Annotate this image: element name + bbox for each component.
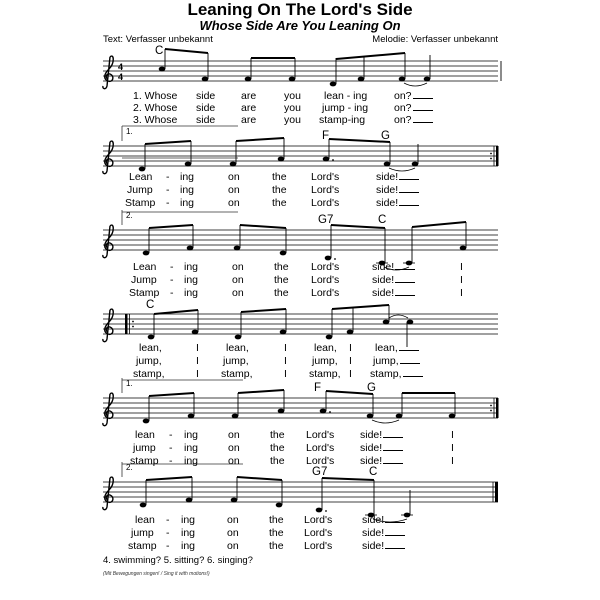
extender-line (385, 547, 405, 549)
lyric: I (284, 368, 287, 380)
lyric: I (196, 355, 199, 367)
lyric: - (170, 261, 174, 273)
lyric: ing (184, 442, 199, 454)
lyric: Stamp (125, 197, 156, 209)
lyric: - (166, 540, 170, 552)
lyric: I (284, 355, 287, 367)
lyric (376, 171, 419, 183)
chord-symbol: C (155, 45, 164, 57)
lyric: I (451, 442, 454, 454)
lyric: stamp, (133, 368, 165, 380)
lyric-word: side! (376, 171, 399, 183)
lyric (360, 429, 403, 441)
lyric: I (349, 355, 352, 367)
lyric: 1. Whose (133, 90, 178, 102)
footnote: (Mit Bewegungen singen! / Sing it with motions!) (103, 571, 210, 577)
lyric: are (241, 114, 257, 126)
lyric: I (451, 455, 454, 467)
lyric: lean (135, 429, 155, 441)
lyric: on (228, 197, 240, 209)
lyric (372, 287, 415, 299)
lyric: I (460, 274, 463, 286)
lyric: the (274, 287, 289, 299)
text-credit: Text: Verfasser unbekannt (103, 34, 213, 45)
extender-line (399, 178, 419, 180)
lyric (394, 90, 433, 102)
lyric-word: side! (362, 514, 385, 526)
chord-symbol: F (314, 382, 322, 394)
lyric: ing (181, 514, 196, 526)
chord-symbol: G7 (312, 466, 328, 478)
lyric: Lord's (311, 287, 340, 299)
lyric-word: side! (362, 527, 385, 539)
lyric: the (269, 540, 284, 552)
extender-line (385, 521, 405, 523)
chord-symbol: C (369, 466, 378, 478)
additional-verses: 4. swimming? 5. sitting? 6. singing? (103, 555, 253, 566)
lyric: I (196, 368, 199, 380)
chord-symbol: C (146, 299, 155, 311)
chord-symbol: G (367, 382, 376, 394)
lyric: Lean (129, 171, 153, 183)
lyric: the (272, 184, 287, 196)
lyric: - (166, 527, 170, 539)
lyric-word: lean, (375, 342, 398, 354)
lyric (376, 184, 419, 196)
lyric: Jump (127, 184, 153, 196)
staff-system-3 (103, 210, 498, 270)
lyric: lean (135, 514, 155, 526)
lyric: on (227, 527, 239, 539)
lyric: Lord's (311, 261, 340, 273)
lyric: on (232, 261, 244, 273)
lyric: - (169, 429, 173, 441)
lyric-word: jump, (373, 355, 399, 367)
lyric (373, 355, 420, 367)
lyric (394, 102, 433, 114)
lyric: - (166, 184, 170, 196)
staff-system-6 (103, 462, 498, 522)
extender-line (403, 375, 423, 377)
lyric: I (460, 287, 463, 299)
lyric: Lord's (304, 540, 333, 552)
extender-line (385, 534, 405, 536)
lyric: Lord's (311, 171, 340, 183)
lyric: on (232, 287, 244, 299)
lyric: ing (184, 261, 199, 273)
lyric: on (232, 274, 244, 286)
lyric-word: side! (372, 287, 395, 299)
volta-2-label: 2. (126, 211, 133, 220)
lyric: side (196, 114, 216, 126)
lyric: jump (133, 442, 156, 454)
lyric: stamp (128, 540, 157, 552)
lyric: Lord's (304, 527, 333, 539)
lyric (360, 455, 403, 467)
chord-symbol: G (381, 130, 390, 142)
lyric: ing (184, 274, 199, 286)
lyric (376, 197, 419, 209)
lyric: jump, (136, 355, 162, 367)
lyric: - (169, 442, 173, 454)
volta-2-label: 2. (126, 463, 133, 472)
volta-1-label: 1. (126, 127, 133, 136)
lyric: ing (184, 287, 199, 299)
lyric (362, 540, 405, 552)
lyric: are (241, 90, 257, 102)
lyric: jump, (312, 355, 338, 367)
extender-line (400, 362, 420, 364)
lyric (375, 342, 419, 354)
lyric: you (284, 114, 301, 126)
lyric: Lord's (306, 455, 335, 467)
lyric: stamp, (309, 368, 341, 380)
lyric: the (270, 455, 285, 467)
lyric: the (274, 274, 289, 286)
chord-symbol: G7 (318, 214, 334, 226)
lyric: ing (181, 527, 196, 539)
staff-system-2 (103, 126, 499, 212)
lyric (372, 261, 415, 273)
lyric: 3. Whose (133, 114, 178, 126)
lyric: Lean (133, 261, 157, 273)
lyric: lean, (139, 342, 162, 354)
lyric: I (284, 342, 287, 354)
lyric: I (460, 261, 463, 273)
lyric: I (349, 368, 352, 380)
lyric: ing (180, 197, 195, 209)
lyric: Lord's (306, 429, 335, 441)
lyric: ing (181, 540, 196, 552)
lyric: the (269, 514, 284, 526)
extender-line (399, 204, 419, 206)
lyric: the (270, 429, 285, 441)
lyric: lean, (314, 342, 337, 354)
lyric-word: on? (394, 90, 412, 102)
lyric: lean, (226, 342, 249, 354)
lyric: - (166, 197, 170, 209)
lyric: Lord's (311, 197, 340, 209)
lyric: the (269, 527, 284, 539)
extender-line (399, 349, 419, 351)
chord-symbol: C (378, 214, 387, 226)
lyric: you (284, 90, 301, 102)
lyric-word: stamp, (370, 368, 402, 380)
volta-1-label: 1. (126, 379, 133, 388)
lyric: the (274, 261, 289, 273)
svg-text:4: 4 (118, 72, 124, 82)
lyric (372, 274, 415, 286)
lyric: lean - ing (324, 90, 368, 102)
lyric: side (196, 90, 216, 102)
extender-line (383, 449, 403, 451)
lyric (370, 368, 423, 380)
song-subtitle: Whose Side Are You Leaning On (199, 18, 401, 33)
lyric-word: side! (376, 197, 399, 209)
lyric: I (349, 342, 352, 354)
lyric: jump - ing (322, 102, 369, 114)
lyric: - (166, 171, 170, 183)
lyric: Lord's (311, 274, 340, 286)
extender-line (395, 281, 415, 283)
lyric-word: side! (376, 184, 399, 196)
lyric-word: side! (372, 261, 395, 273)
extender-line (413, 97, 433, 99)
lyric: ing (184, 455, 199, 467)
svg-text:4: 4 (118, 62, 124, 72)
lyric: I (451, 429, 454, 441)
song-title: Leaning On The Lord's Side (187, 0, 413, 19)
lyric: on (228, 442, 240, 454)
lyric: the (272, 197, 287, 209)
lyric: - (169, 455, 173, 467)
lyric-word: side! (360, 429, 383, 441)
lyric: stamp-ing (319, 114, 366, 126)
lyric: Stamp (129, 287, 160, 299)
lyric: - (166, 514, 170, 526)
lyric (394, 114, 433, 126)
lyric: on (228, 184, 240, 196)
lyric-word: side! (360, 455, 383, 467)
lyric: on (227, 540, 239, 552)
lyric: jump, (223, 355, 249, 367)
lyric: - (170, 274, 174, 286)
lyric: Lord's (306, 442, 335, 454)
lyric: on (228, 171, 240, 183)
lyric (362, 527, 405, 539)
lyric: ing (184, 429, 199, 441)
lyric-word: on? (394, 102, 412, 114)
extender-line (413, 121, 433, 123)
lyric: stamp, (221, 368, 253, 380)
extender-line (413, 109, 433, 111)
lyric-word: on? (394, 114, 412, 126)
staff-system-5 (103, 378, 499, 464)
extender-line (383, 462, 403, 464)
extender-line (395, 294, 415, 296)
chord-symbol: F (322, 130, 330, 142)
extender-line (383, 436, 403, 438)
melody-credit: Melodie: Verfasser unbekannt (372, 34, 498, 45)
lyric: ing (180, 184, 195, 196)
extender-line (399, 191, 419, 193)
lyric: on (227, 514, 239, 526)
lyric: the (270, 442, 285, 454)
lyric-word: side! (360, 442, 383, 454)
extender-line (395, 268, 415, 270)
lyric: Lord's (311, 184, 340, 196)
lyric (362, 514, 405, 526)
lyric-word: side! (372, 274, 395, 286)
lyric: ing (180, 171, 195, 183)
lyric: jump (131, 527, 154, 539)
lyric: - (170, 287, 174, 299)
lyric: Jump (131, 274, 157, 286)
lyric: are (241, 102, 257, 114)
lyric: stamp (130, 455, 159, 467)
lyric-word: side! (362, 540, 385, 552)
lyric (360, 442, 403, 454)
lyric: the (272, 171, 287, 183)
lyric: you (284, 102, 301, 114)
lyric: on (228, 455, 240, 467)
lyric: I (196, 342, 199, 354)
lyric: side (196, 102, 216, 114)
lyric: on (228, 429, 240, 441)
lyric: 2. Whose (133, 102, 178, 114)
lyric: Lord's (304, 514, 333, 526)
